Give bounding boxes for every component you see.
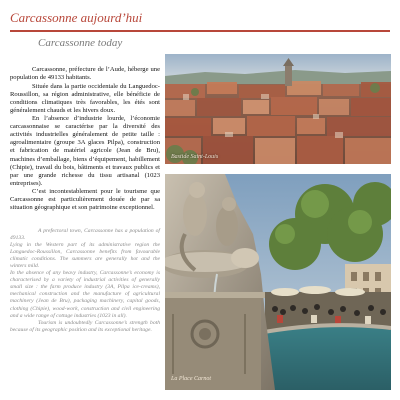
english-paragraph: Lying in the Western part of its administrative region the Languedoc-Roussillon, Carcassonne benefits from favourable climatic conditions. The summers are generally hot and the winters mild.: [10, 242, 160, 270]
french-paragraph: En l’absence d’industrie lourde, l’économie carcassonnaise se caractérise par la diversité des activités industrielles généralement de petite taille : agroalimentaire (groupe 3A glaces Pilpa), construction et fabrication de matériel agricole (Jean de Bru), machines d’emballage, biens d’équipement, habillement (Chipie), travail du bois, bâtiments et travaux publics et par une grande richesse du tissu artisanal (1023 entreprises).: [10, 115, 160, 187]
fountain-illustration: [165, 174, 391, 390]
english-paragraph: In the absence of any heavy industry, Carcassonne’s economy is characterised by a variety of industrial activities of generally small size : the farm produce industry (3A, Pilpa ice-creams), mechanical construction and the manufacture of agricultural machinery (Jean de Bru), packaging machinery, capital goods, clothing (Chipie), wood-work, construction and civil engineering and a wide range of cottage industries (1023 in all).: [10, 270, 160, 319]
bastide-rooftops-photo: [165, 54, 391, 164]
rooftops-illustration: [165, 54, 391, 164]
english-paragraph: A prefectoral town, Carcassonne has a population of 49133.: [10, 228, 160, 242]
english-paragraph: Tourism is undoubtedly Carcassonne’s strength both because of its geographic position and its exceptional heritage.: [10, 319, 160, 333]
french-paragraph: C’est incontestablement pour le tourisme que Carcassonne est particulièrement douée de par sa situation géographique et son patrimoine exceptionnel.: [10, 188, 160, 212]
page-title: Carcassonne aujourd’hui: [10, 10, 143, 25]
english-text-column: [10, 228, 160, 334]
french-paragraph: Carcassonne, préfecture de l’Aude, héberge une population de 49133 habitants.: [10, 66, 160, 82]
bottom-photo-caption: La Place Carnot: [171, 376, 211, 382]
french-paragraph: Située dans la partie occidentale du Languedoc-Roussillon, sa région administrative, elle bénéficie de conditions climatiques très favorables, les étés sont généralement chauds et les hivers doux.: [10, 82, 160, 114]
top-photo-caption: Bastide Saint-Louis: [171, 154, 219, 160]
title-divider: [10, 30, 390, 32]
page-subtitle: Carcassonne today: [38, 37, 123, 49]
place-carnot-photo: [165, 174, 391, 390]
french-text-column: [10, 66, 160, 213]
